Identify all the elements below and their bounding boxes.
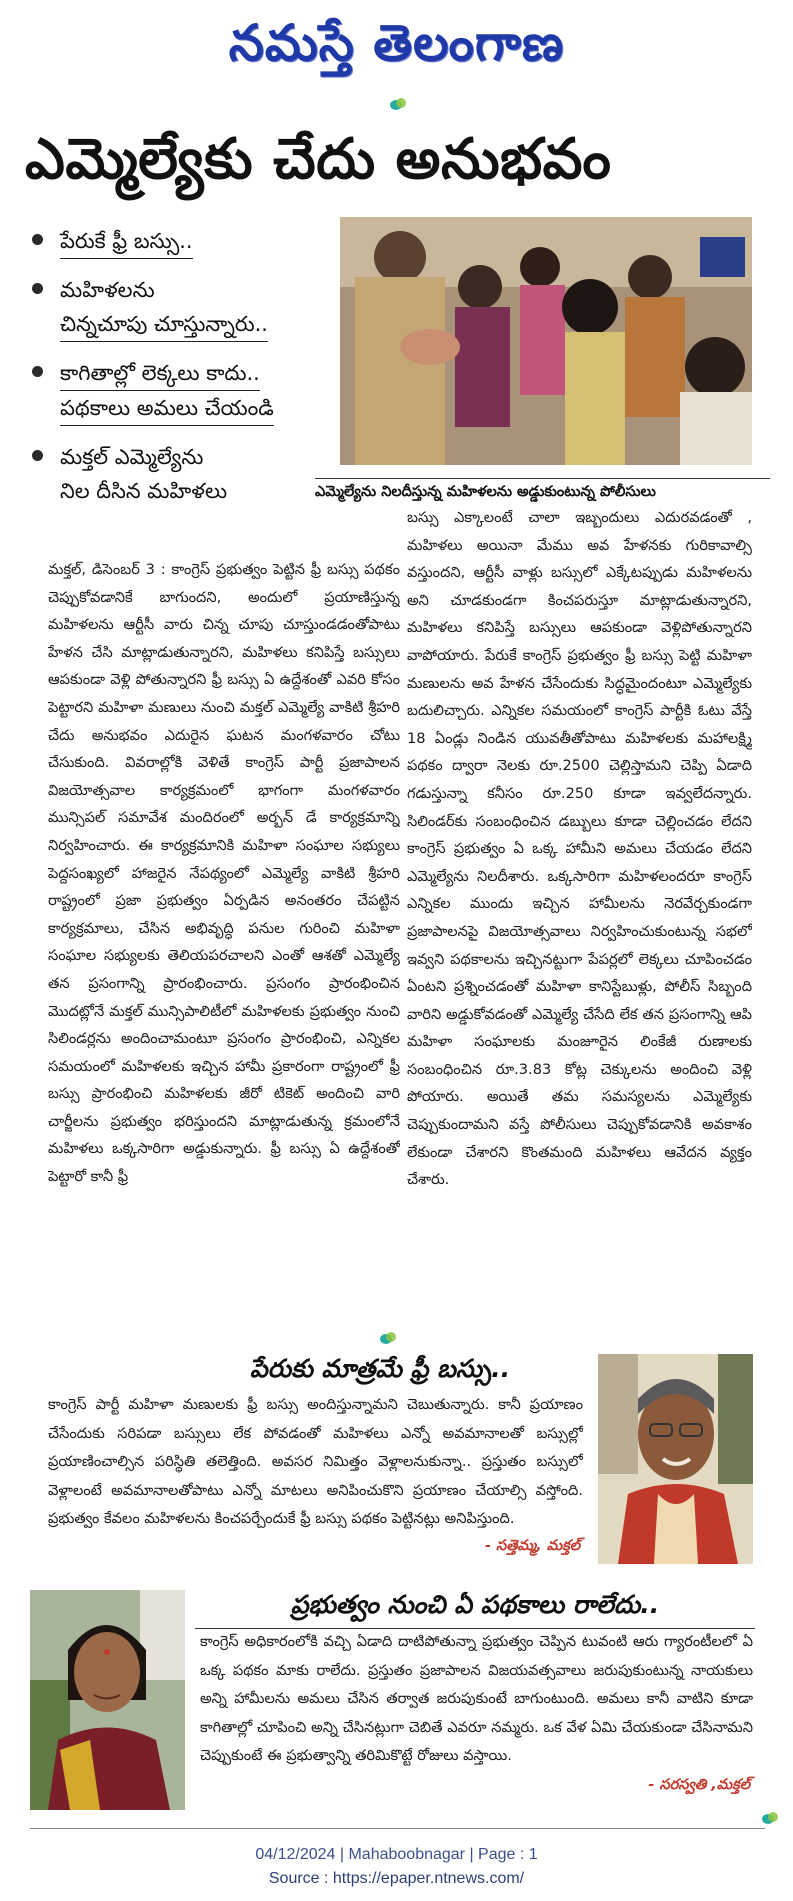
highlight-line: పథకాలు అమలు చేయండి	[60, 391, 274, 426]
quote-title: పేరుకు మాత్రమే ఫ్రీ బస్సు..	[249, 1354, 511, 1383]
highlight-line: కాగితాల్లో లెక్కలు కాదు..	[60, 356, 260, 391]
quote-text: కాంగ్రెస్ అధికారంలోకి వచ్చి ఏడాది దాటిపోతున్నా ప్రభుత్వం చెప్పిన టువంటి ఆరు గ్యారంటీలలో ఏ ఒక్క పథకం మాకు రాలేదు. ప్రస్తుతం ప్రజాపాలన విజయవత్సవాలు జరుపుకుంటున్న నాయకులు అన్ని హామీలను అమలు చేసిన తర్వాత జరుపుకుంటే బాగుంటుంది. అమలు కానీ వాటిని కూడా కాగితాల్లో చూపించి అన్ని చేసినట్లుగా చెబితే ఎవరూ నమ్మరు. ఒక వేళ ఏమి చేయకుండా చేసినామని చెప్పుకుంటే ఈ ప్రభుత్వాన్ని తరిమికొట్టే రోజులు వస్తాయి.	[200, 1633, 753, 1764]
highlights-list	[30, 224, 330, 522]
footer	[0, 1843, 793, 1891]
bullet-icon	[32, 234, 43, 245]
section-marker-icon	[762, 1812, 780, 1826]
quote-attribution: - సరస్వతి ,మక్తల్	[648, 1777, 750, 1793]
bullet-icon	[32, 283, 43, 294]
highlight-line: చిన్నచూపు చూస్తున్నారు..	[60, 307, 268, 342]
highlight-item	[30, 273, 330, 342]
section-marker-icon	[390, 98, 408, 112]
quote-text: కాంగ్రెస్ పార్టీ మహిళా మణులకు ఫ్రీ బస్సు అందిస్తున్నామని చెబుతున్నారు. కానీ ప్రయాణం చేసేందుకు సరిపడా బస్సులు లేక పోవడంతో మహిళలు ఎన్నో అవమానాలతో బస్సుల్లో ప్రయాణించాల్సిన పరిస్థితి తలెత్తింది. అవసర నిమిత్తం వెళ్లాలనుకున్నా.. ప్రస్తుతం బస్సులో వెళ్లాలంటే అవమానాలతోపాటు ఎన్నో మాటలు అనిపించుకొని ప్రయాణం చేయాల్సి వస్తోంది. ప్రభుత్వం కేవలం మహిళలను కించపర్చేందుకే ఫ్రీ బస్సు పథకం పెట్టినట్లు అనిపిస్తుంది.	[48, 1396, 583, 1527]
masthead-title: నమస్తే తెలంగాణ	[228, 14, 565, 72]
highlight-line: మహిళలను	[60, 278, 155, 302]
masthead	[0, 0, 793, 96]
portrait-photo	[30, 1590, 185, 1810]
section-marker-icon	[380, 1332, 398, 1346]
portrait-photo	[598, 1354, 753, 1564]
highlight-line: మక్తల్ ఎమ్మెల్యేను	[60, 445, 204, 469]
quote-attribution: - సత్తెమ్మ, మక్తల్	[484, 1538, 580, 1554]
photo-caption: ఎమ్మెల్యేను నిలదీస్తున్న మహిళలను అడ్డుకుంటున్న పోలీసులు	[315, 478, 770, 504]
source-link[interactable]: Source : https://epaper.ntnews.com/	[268, 1870, 525, 1887]
highlight-item	[30, 356, 330, 426]
quote-title: ప్రభుత్వం నుంచి ఏ పథకాలు రాలేదు..	[195, 1590, 755, 1629]
edition-info: 04/12/2024 | Mahaboobnagar | Page : 1	[255, 1846, 538, 1863]
highlight-line: నిల దీసిన మహిళలు	[60, 479, 228, 503]
highlight-line: పేరుకే ఫ్రీ బస్సు..	[60, 224, 193, 259]
headline: ఎమ్మెల్యేకు చేదు అనుభవం	[25, 127, 612, 192]
article-body-left: మక్తల్, డిసెంబర్ 3 : కాంగ్రెస్ ప్రభుత్వం పెట్టిన ఫ్రీ బస్సు పథకం చెప్పుకోవడానికే బాగుందని, అందులో ప్రయాణిస్తున్న మహిళలను ఆర్టీసీ వారు చిన్న చూపు చూస్తుండడంతోపాటు హేళన చేసి మాట్లాడుతున్నారని, మహిళలు కనిపిస్తే బస్సులు ఆపకుండా వెళ్లి పోతున్నారని ఫ్రీ బస్సు ఏ ఉద్దేశంతో ఎవరి కోసం పెట్టారని మహిళా మణులు నుంచి మక్తల్ ఎమ్మెల్యే వాకిటి శ్రీహరి చేదు అనుభవం ఎదురైన ఘటన మంగళవారం చోటు చేసుకుంది. వివరాల్లోకి వెళితే కాంగ్రెస్ పార్టీ ప్రజాపాలన విజయోత్సవాల కార్యక్రమంలో భాగంగా మంగళవారం మున్సిపల్ సమావేశ మందిరంలో అర్బన్ డే కార్యక్రమాన్ని నిర్వహించారు. ఈ కార్యక్రమానికి మహిళా సంఘాల సభ్యులు పెద్దసంఖ్యలో హాజరైన నేపథ్యంలో ఎమ్మెల్యే వాకిటి శ్రీహరి రాష్ట్రంలో ప్రజా ప్రభుత్వం ఏర్పడిన అనంతరం చేపట్టిన కార్యక్రమాలు, చేసిన అభివృద్ధి పనుల గురించి మహిళా సంఘాల సభ్యులకు తెలియపరచాలని ఎంతో ఆశతో ఎమ్మెల్యే తన ప్రసంగాన్ని ప్రారంభించారు. ప్రసంగం ప్రారంభించిన మొదట్లోనే మక్తల్ మున్సిపాలిటీలో మహిళలకు ప్రభుత్వం నుంచి సిలిండర్లను అందించామంటూ ప్రసంగం ప్రారంభించి, ఎన్నికల సమయంలో మహిళలకు ఇచ్చిన హామీ ప్రకారంగా రాష్ట్రంలో ఫ్రీ బస్సు ప్రారంభించి మహిళలకు జీరో టికెట్ అందించి వారి చార్జీలను ప్రభుత్వం భరిస్తుందని మాట్లాడుతున్న క్రమంలోనే మహిళలు ఒక్కసారిగా అడ్డుకున్నారు. ఫ్రీ బస్సు ఏ ఉద్దేశంతో పెట్టారో కానీ ఫ్రీ	[48, 561, 400, 1186]
article-body-right: బస్సు ఎక్కాలంటే చాలా ఇబ్బందులు ఎదురవడంతో , మహిళలు అయినా మేము అవ హేళనకు గురికావాల్సి వస్తుందని, ఆర్టీసీ వాళ్లు బస్సులో ఎక్కేటప్పుడు మహిళలను అని చూడకుండగా కించపరుస్తూ మాట్లాడుతున్నారని, మహిళలు కనిపిస్తే బస్సులు ఆపకుండా వెళ్లిపోతున్నారని వాపోయారు. పేరుకే కాంగ్రెస్ ప్రభుత్వం ఫ్రీ బస్సు పెట్టి మహిళా మణులను అవ హేళన చేసేందుకు సిద్ధమైందంటూ ఎమ్మెల్యేకు బదులిచ్చారు. ఎన్నికల సమయంలో కాంగ్రెస్ పార్టీకి ఓటు వేస్తే 18 ఏండ్లు నిండిన యువతీతోపాటు మహిళలకు మహాలక్ష్మి పథకం ద్వారా నెలకు రూ.2500 చెల్లిస్తామని చెప్పి ఏడాది గడుస్తున్నా కనీసం రూ.250 కూడా ఇవ్వలేదన్నారు. సిలిండర్‌కు సంబంధించిన డబ్బులు కూడా చెల్లించడం లేదని కాంగ్రెస్ ప్రభుత్వం ఏ ఒక్క హామీని అమలు చేయడం లేదని ఎమ్మెల్యేను నిలదీశారు. ఒక్కసారిగా మహిళలందరూ కాంగ్రెస్ ఎన్నికల ముందు ఇచ్చిన హామీలను నెరవేర్చకుండగా ప్రజాపాలనపై విజయోత్సవాలు నిర్వహించుకుంటున్న సభలో ఇవ్వని పథకాలను ఇచ్చినట్టుగా పేపర్లలో లెక్కలు చూపించడం ఏంటని ప్రశ్నించడంతో మహిళా కానిస్టేబుళ్లు, పోలీస్ సిబ్బంది వారిని అడ్డుకోవడంతో ఎమ్మెల్యే చేసేది లేక తన ప్రసంగాన్ని ఆపి మహిళా సంఘాలకు మంజూరైన లింకేజీ రుణాలకు సంబంధించిన రూ.3.83 కోట్ల చెక్కులను అందించి వెళ్లి పోయారు. అయితే తమ సమస్యలను ఎమ్మెల్యేకు చెప్పుకుందామని వస్తే పోలీసులు చెప్పుకోవడానికి అవకాశం లేకుండా చేశారని కొంతమంది మహిళలు ఆవేదన వ్యక్తం చేశారు.	[407, 509, 752, 1189]
highlight-item	[30, 440, 330, 508]
footer-divider	[30, 1828, 765, 1829]
bullet-icon	[32, 450, 43, 461]
crowd-photo	[340, 217, 752, 465]
highlight-item	[30, 224, 330, 259]
bullet-icon	[32, 366, 43, 377]
